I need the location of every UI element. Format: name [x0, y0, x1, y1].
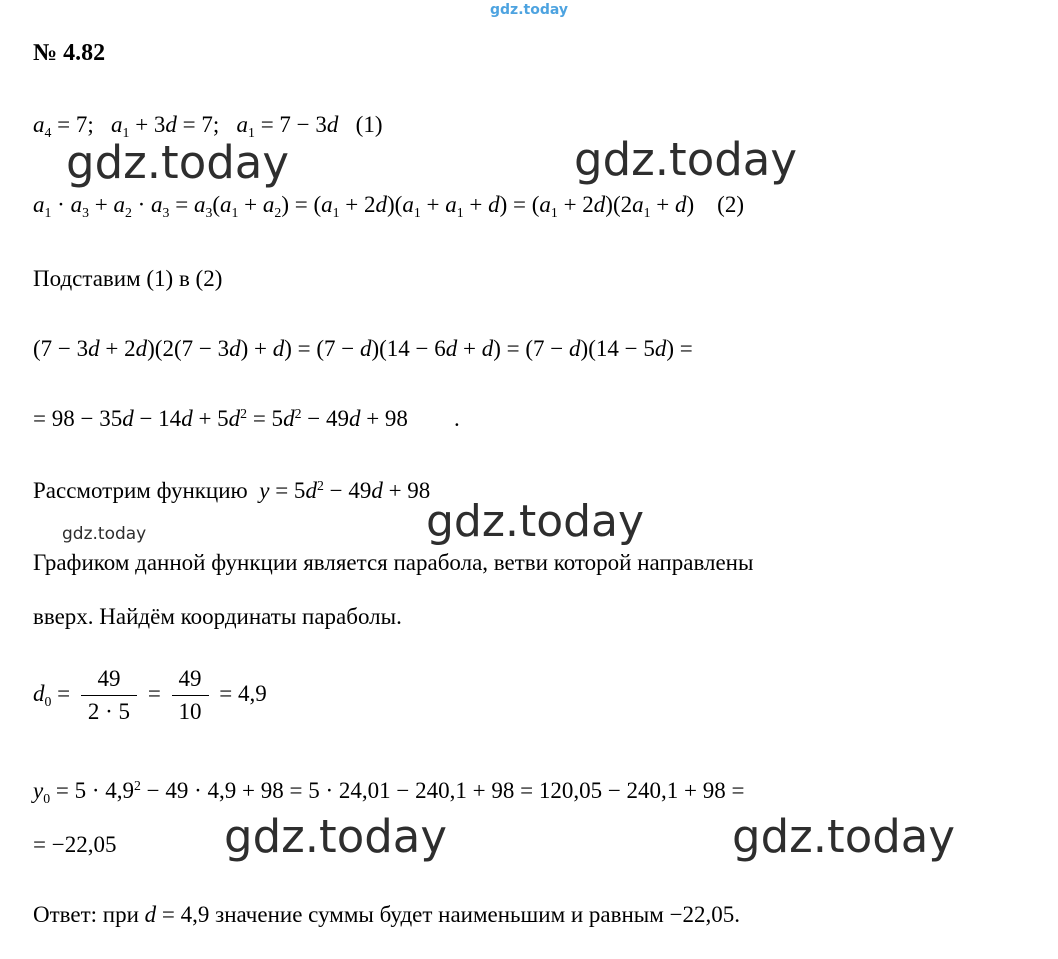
watermark: gdz.today: [224, 810, 448, 863]
watermark: gdz.today: [574, 133, 798, 186]
text-answer: Ответ: при d = 4,9 значение суммы будет наименьшим и равным −22,05.: [33, 902, 741, 927]
fraction: $\frac{49}{10}$: [172, 666, 209, 725]
math-line-vertex-d: $d_0$ = $\frac{49}{2 \cdot 5}$ = $\frac{49}{10}$ = 4,9: [33, 666, 267, 724]
math-line-product: $a_1 \cdot a_3 + a_2 \cdot a_3 = a_3(a_1 + a_2) = (a_1 + 2d)(a_1 + a_1 + d) = (a_1 + 2d)(2a_1 + d)$ (2): [33, 192, 744, 221]
text-parabola-1: Графиком данной функции является парабола, ветви которой направлены: [33, 550, 754, 575]
math-line-vertex-y: $y_0 = 5 \cdot 4,9^2 - 49 \cdot 4,9 + 98 = 5 \cdot 24,01 - 240,1 + 98 = 120,05 - 240,1 + 98$ =: [33, 778, 745, 807]
watermark: gdz.today: [66, 136, 290, 189]
watermark: gdz.today: [732, 810, 956, 863]
text-parabola-2: вверх. Найдём координаты параболы.: [33, 604, 402, 629]
problem-number: № 4.82: [33, 40, 106, 66]
watermark: gdz.today: [426, 496, 645, 547]
watermark: gdz.today: [62, 524, 147, 544]
math-line-result: = −22,05: [33, 832, 117, 857]
math-line-expand-2: = $98 - 35d - 14d + 5d^2 = 5d^2 - 49d + 98$ .: [33, 406, 460, 431]
math-line-function: Рассмотрим функцию $y = 5d^2 - 49d + 98$: [33, 478, 431, 503]
math-line-given: $a_4 = 7$; $a_1 + 3d = 7$; $a_1 = 7 - 3d$ (1): [33, 112, 383, 141]
fraction: $\frac{49}{2 \cdot 5}$: [81, 666, 137, 725]
watermark-top: gdz.today: [490, 2, 568, 18]
math-line-expand-1: (7 − 3d + 2d)(2(7 − 3d) + d) = (7 − d)(14 − 6d + d) = (7 − d)(14 − 5d) =: [33, 336, 693, 361]
text-substitute: Подставим (1) в (2): [33, 266, 223, 291]
